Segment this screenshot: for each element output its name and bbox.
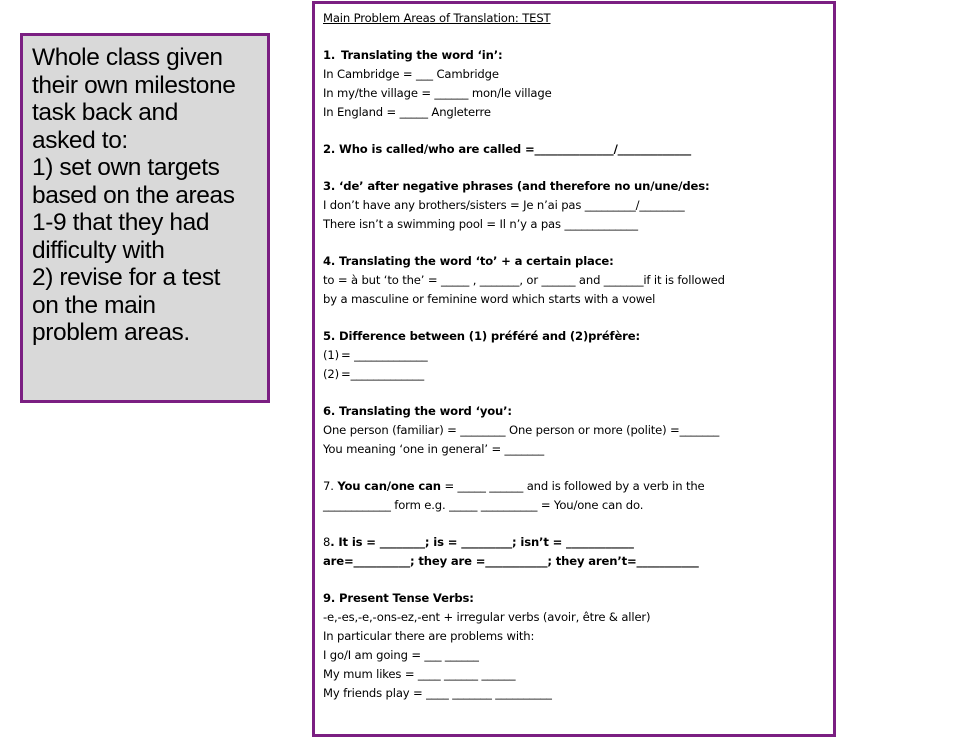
section-9-line: -e,-es,-e,-ons-ez,-ent + irregular verbs (avoir, être & aller): [323, 610, 651, 624]
section-6-line: One person (familiar) = ________ One person or more (polite) =_______: [323, 423, 720, 437]
section-3-line: I don’t have any brothers/sisters = Je n’ai pas _________/________: [323, 198, 685, 212]
note-line: 1) set own targets: [32, 154, 220, 181]
note-line: task back and: [32, 99, 178, 126]
section-5-item-2: [323, 365, 833, 384]
section-8-text: . It is = ________; is = _________; isn’t = ____________: [330, 535, 634, 549]
section-5-heading: 5. Difference between (1) préféré and (2)préfère:: [323, 329, 640, 343]
worksheet-title: Main Problem Areas of Translation: TEST: [323, 11, 551, 25]
section-1-title: Translating the word ‘in’:: [341, 48, 503, 62]
section-3-heading: 3. ‘de’ after negative phrases (and therefore no un/une/des:: [323, 179, 710, 193]
section-5-item-2-number: (2): [323, 367, 339, 381]
section-6-line: You meaning ‘one in general’ = _______: [323, 442, 545, 456]
note-line: 1-9 that they had: [32, 209, 210, 236]
section-4-line: to = à but ‘to the’ = _____ , _______, or ______ and _______if it is followed: [323, 273, 725, 287]
section-9-line: I go/I am going = ___ ______: [323, 648, 479, 662]
section-2-heading: 2. Who is called/who are called =______________/_____________: [323, 142, 692, 156]
note-line: difficulty with: [32, 236, 165, 264]
section-6-heading: 6. Translating the word ‘you’:: [323, 404, 512, 418]
section-1-line: In my/the village = ______ mon/le village: [323, 86, 552, 100]
section-8-line-2: are=__________; they are =___________; they aren’t=___________: [323, 554, 699, 568]
section-4-heading: 4. Translating the word ‘to’ + a certain place:: [323, 254, 614, 268]
note-line: based on the areas: [32, 181, 235, 209]
note-line: asked to:: [32, 126, 128, 154]
section-3-line: There isn’t a swimming pool = Il n’y a pas _____________: [323, 217, 638, 231]
note-line: problem areas.: [32, 319, 190, 346]
section-9-line: My mum likes = ____ ______ ______: [323, 667, 516, 681]
instruction-note-text: [23, 36, 267, 347]
note-line: Whole class given: [32, 44, 223, 71]
section-5-item-1-text: = _____________: [341, 348, 428, 362]
section-5-item-1-number: (1): [323, 348, 339, 362]
note-line: their own milestone: [32, 71, 236, 99]
section-9-heading: 9. Present Tense Verbs:: [323, 591, 474, 605]
section-1-number: 1.: [323, 48, 336, 62]
section-8-number: 8: [323, 535, 331, 549]
note-line: on the main: [32, 291, 156, 319]
section-1-line: In Cambridge = ___ Cambridge: [323, 67, 499, 81]
section-5-item-1: [323, 346, 833, 365]
section-7-number: 7.: [323, 479, 338, 493]
note-line: 2) revise for a test: [32, 264, 221, 291]
section-7-rest: = _____ ______ and is followed by a verb in the: [440, 479, 705, 493]
instruction-note-box: [20, 33, 270, 403]
section-9-line: In particular there are problems with:: [323, 629, 535, 643]
test-worksheet: [312, 1, 836, 737]
section-5-item-2-text: =_____________: [341, 367, 424, 381]
section-8-line-1: [323, 533, 833, 552]
section-9-line: My friends play = ____ _______ __________: [323, 686, 552, 700]
section-1-heading: [323, 46, 833, 65]
section-7-line-2: ____________ form e.g. _____ __________ = You/one can do.: [323, 498, 644, 512]
section-7-bold: You can/one can: [337, 479, 441, 493]
section-1-line: In England = _____ Angleterre: [323, 105, 491, 119]
section-7-line-1: [323, 477, 833, 496]
section-4-line: by a masculine or feminine word which starts with a vowel: [323, 292, 656, 306]
